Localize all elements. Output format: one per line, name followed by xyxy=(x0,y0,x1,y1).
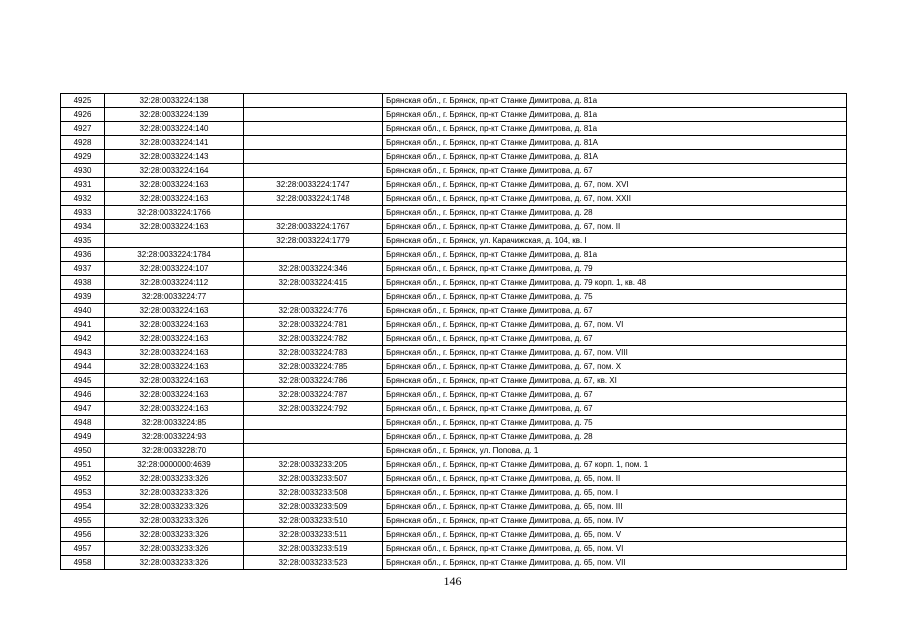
page-number: 146 xyxy=(443,574,462,588)
address-cell: Брянская обл., г. Брянск, ул. Карачижская, д. 104, кв. I xyxy=(383,234,847,248)
object-number-cell xyxy=(244,430,383,444)
row-number-cell: 4934 xyxy=(61,220,105,234)
object-number-cell: 32:28:0033224:787 xyxy=(244,388,383,402)
address-cell: Брянская обл., г. Брянск, пр-кт Станке Димитрова, д. 79 xyxy=(383,262,847,276)
table-row xyxy=(61,220,847,234)
row-number-cell: 4941 xyxy=(61,318,105,332)
address-cell: Брянская обл., г. Брянск, пр-кт Станке Димитрова, д. 81А xyxy=(383,150,847,164)
table-row xyxy=(61,192,847,206)
cadastral-number-cell: 32:28:0033224:163 xyxy=(105,360,244,374)
address-cell: Брянская обл., г. Брянск, пр-кт Станке Димитрова, д. 65, пом. VII xyxy=(383,556,847,570)
cadastral-number-cell: 32:28:0033224:1766 xyxy=(105,206,244,220)
address-cell: Брянская обл., г. Брянск, пр-кт Станке Димитрова, д. 67 xyxy=(383,402,847,416)
cadastral-number-cell: 32:28:0033224:85 xyxy=(105,416,244,430)
cadastral-number-cell xyxy=(105,234,244,248)
address-cell: Брянская обл., г. Брянск, пр-кт Станке Димитрова, д. 67, пом. VIII xyxy=(383,346,847,360)
cadastral-number-cell: 32:28:0033233:326 xyxy=(105,528,244,542)
row-number-cell: 4928 xyxy=(61,136,105,150)
object-number-cell: 32:28:0033233:508 xyxy=(244,486,383,500)
row-number-cell: 4954 xyxy=(61,500,105,514)
cadastral-number-cell: 32:28:0033224:77 xyxy=(105,290,244,304)
table-row xyxy=(61,276,847,290)
address-cell: Брянская обл., г. Брянск, пр-кт Станке Димитрова, д. 81А xyxy=(383,136,847,150)
row-number-cell: 4944 xyxy=(61,360,105,374)
address-cell: Брянская обл., г. Брянск, пр-кт Станке Димитрова, д. 67 xyxy=(383,388,847,402)
table-row xyxy=(61,318,847,332)
table-row xyxy=(61,416,847,430)
object-number-cell: 32:28:0033233:523 xyxy=(244,556,383,570)
table-row xyxy=(61,122,847,136)
table-row xyxy=(61,332,847,346)
address-cell: Брянская обл., г. Брянск, пр-кт Станке Димитрова, д. 81а xyxy=(383,122,847,136)
table-row xyxy=(61,150,847,164)
address-cell: Брянская обл., г. Брянск, пр-кт Станке Димитрова, д. 65, пом. I xyxy=(383,486,847,500)
table-row xyxy=(61,108,847,122)
row-number-cell: 4948 xyxy=(61,416,105,430)
cadastral-number-cell: 32:28:0033224:139 xyxy=(105,108,244,122)
table-row xyxy=(61,164,847,178)
table-row xyxy=(61,346,847,360)
cadastral-number-cell: 32:28:0033224:141 xyxy=(105,136,244,150)
object-number-cell: 32:28:0033224:1747 xyxy=(244,178,383,192)
object-number-cell: 32:28:0033224:783 xyxy=(244,346,383,360)
object-number-cell: 32:28:0033224:1748 xyxy=(244,192,383,206)
cadastral-number-cell: 32:28:0000000:4639 xyxy=(105,458,244,472)
table-row xyxy=(61,304,847,318)
row-number-cell: 4956 xyxy=(61,528,105,542)
table-row xyxy=(61,248,847,262)
address-cell: Брянская обл., г. Брянск, пр-кт Станке Димитрова, д. 81а xyxy=(383,248,847,262)
table-row xyxy=(61,472,847,486)
cadastral-number-cell: 32:28:0033233:326 xyxy=(105,514,244,528)
table-row xyxy=(61,402,847,416)
object-number-cell: 32:28:0033224:1779 xyxy=(244,234,383,248)
address-cell: Брянская обл., г. Брянск, пр-кт Станке Димитрова, д. 81а xyxy=(383,108,847,122)
cadastral-number-cell: 32:28:0033224:112 xyxy=(105,276,244,290)
address-cell: Брянская обл., г. Брянск, пр-кт Станке Димитрова, д. 67, пом. VI xyxy=(383,318,847,332)
table-row xyxy=(61,360,847,374)
table-row xyxy=(61,542,847,556)
table-row xyxy=(61,444,847,458)
row-number-cell: 4939 xyxy=(61,290,105,304)
row-number-cell: 4946 xyxy=(61,388,105,402)
object-number-cell xyxy=(244,122,383,136)
row-number-cell: 4957 xyxy=(61,542,105,556)
cadastral-number-cell: 32:28:0033224:163 xyxy=(105,374,244,388)
row-number-cell: 4942 xyxy=(61,332,105,346)
row-number-cell: 4925 xyxy=(61,94,105,108)
object-number-cell: 32:28:0033224:1767 xyxy=(244,220,383,234)
row-number-cell: 4953 xyxy=(61,486,105,500)
object-number-cell: 32:28:0033224:782 xyxy=(244,332,383,346)
table-row xyxy=(61,500,847,514)
object-number-cell: 32:28:0033233:510 xyxy=(244,514,383,528)
address-cell: Брянская обл., г. Брянск, пр-кт Станке Димитрова, д. 67, пом. XXII xyxy=(383,192,847,206)
registry-table xyxy=(60,93,847,570)
cadastral-number-cell: 32:28:0033224:143 xyxy=(105,150,244,164)
address-cell: Брянская обл., г. Брянск, пр-кт Станке Димитрова, д. 67 корп. 1, пом. 1 xyxy=(383,458,847,472)
row-number-cell: 4933 xyxy=(61,206,105,220)
object-number-cell: 32:28:0033224:785 xyxy=(244,360,383,374)
object-number-cell: 32:28:0033233:205 xyxy=(244,458,383,472)
object-number-cell: 32:28:0033224:776 xyxy=(244,304,383,318)
row-number-cell: 4932 xyxy=(61,192,105,206)
address-cell: Брянская обл., г. Брянск, пр-кт Станке Димитрова, д. 67 xyxy=(383,332,847,346)
table-row xyxy=(61,556,847,570)
row-number-cell: 4930 xyxy=(61,164,105,178)
object-number-cell xyxy=(244,206,383,220)
address-cell: Брянская обл., г. Брянск, пр-кт Станке Димитрова, д. 28 xyxy=(383,206,847,220)
address-cell: Брянская обл., г. Брянск, пр-кт Станке Димитрова, д. 67, пом. X xyxy=(383,360,847,374)
table-row xyxy=(61,206,847,220)
row-number-cell: 4938 xyxy=(61,276,105,290)
cadastral-number-cell: 32:28:0033224:138 xyxy=(105,94,244,108)
cadastral-number-cell: 32:28:0033228:70 xyxy=(105,444,244,458)
address-cell: Брянская обл., г. Брянск, пр-кт Станке Димитрова, д. 65, пом. III xyxy=(383,500,847,514)
table-row xyxy=(61,528,847,542)
row-number-cell: 4952 xyxy=(61,472,105,486)
cadastral-number-cell: 32:28:0033224:163 xyxy=(105,304,244,318)
object-number-cell xyxy=(244,94,383,108)
object-number-cell xyxy=(244,136,383,150)
row-number-cell: 4936 xyxy=(61,248,105,262)
table-row xyxy=(61,458,847,472)
address-cell: Брянская обл., г. Брянск, пр-кт Станке Димитрова, д. 67 xyxy=(383,304,847,318)
cadastral-number-cell: 32:28:0033233:326 xyxy=(105,556,244,570)
table-row xyxy=(61,486,847,500)
object-number-cell: 32:28:0033233:507 xyxy=(244,472,383,486)
object-number-cell xyxy=(244,290,383,304)
object-number-cell: 32:28:0033224:415 xyxy=(244,276,383,290)
object-number-cell: 32:28:0033224:792 xyxy=(244,402,383,416)
row-number-cell: 4927 xyxy=(61,122,105,136)
address-cell: Брянская обл., г. Брянск, пр-кт Станке Димитрова, д. 75 xyxy=(383,416,847,430)
cadastral-number-cell: 32:28:0033224:163 xyxy=(105,402,244,416)
cadastral-number-cell: 32:28:0033224:163 xyxy=(105,346,244,360)
object-number-cell: 32:28:0033224:781 xyxy=(244,318,383,332)
address-cell: Брянская обл., г. Брянск, пр-кт Станке Димитрова, д. 81а xyxy=(383,94,847,108)
object-number-cell: 32:28:0033224:346 xyxy=(244,262,383,276)
object-number-cell: 32:28:0033233:509 xyxy=(244,500,383,514)
table-row xyxy=(61,388,847,402)
cadastral-number-cell: 32:28:0033224:93 xyxy=(105,430,244,444)
registry-table-body xyxy=(61,94,847,570)
cadastral-number-cell: 32:28:0033233:326 xyxy=(105,542,244,556)
cadastral-number-cell: 32:28:0033233:326 xyxy=(105,486,244,500)
object-number-cell xyxy=(244,150,383,164)
cadastral-number-cell: 32:28:0033224:107 xyxy=(105,262,244,276)
cadastral-number-cell: 32:28:0033224:163 xyxy=(105,388,244,402)
address-cell: Брянская обл., г. Брянск, пр-кт Станке Димитрова, д. 65, пом. V xyxy=(383,528,847,542)
object-number-cell: 32:28:0033233:511 xyxy=(244,528,383,542)
row-number-cell: 4940 xyxy=(61,304,105,318)
row-number-cell: 4950 xyxy=(61,444,105,458)
table-row xyxy=(61,136,847,150)
address-cell: Брянская обл., г. Брянск, пр-кт Станке Димитрова, д. 67, кв. XI xyxy=(383,374,847,388)
cadastral-number-cell: 32:28:0033224:163 xyxy=(105,332,244,346)
cadastral-number-cell: 32:28:0033233:326 xyxy=(105,472,244,486)
object-number-cell: 32:28:0033224:786 xyxy=(244,374,383,388)
address-cell: Брянская обл., г. Брянск, пр-кт Станке Димитрова, д. 67, пом. XVI xyxy=(383,178,847,192)
table-row xyxy=(61,94,847,108)
address-cell: Брянская обл., г. Брянск, пр-кт Станке Димитрова, д. 28 xyxy=(383,430,847,444)
object-number-cell xyxy=(244,248,383,262)
object-number-cell xyxy=(244,416,383,430)
row-number-cell: 4951 xyxy=(61,458,105,472)
table-row xyxy=(61,262,847,276)
row-number-cell: 4937 xyxy=(61,262,105,276)
row-number-cell: 4949 xyxy=(61,430,105,444)
table-row xyxy=(61,514,847,528)
table-row xyxy=(61,290,847,304)
table-row xyxy=(61,430,847,444)
table-row xyxy=(61,234,847,248)
address-cell: Брянская обл., г. Брянск, пр-кт Станке Димитрова, д. 79 корп. 1, кв. 48 xyxy=(383,276,847,290)
cadastral-number-cell: 32:28:0033224:163 xyxy=(105,178,244,192)
cadastral-number-cell: 32:28:0033224:163 xyxy=(105,318,244,332)
cadastral-number-cell: 32:28:0033233:326 xyxy=(105,500,244,514)
address-cell: Брянская обл., г. Брянск, пр-кт Станке Димитрова, д. 75 xyxy=(383,290,847,304)
address-cell: Брянская обл., г. Брянск, пр-кт Станке Димитрова, д. 65, пом. IV xyxy=(383,514,847,528)
cadastral-number-cell: 32:28:0033224:164 xyxy=(105,164,244,178)
cadastral-number-cell: 32:28:0033224:140 xyxy=(105,122,244,136)
cadastral-number-cell: 32:28:0033224:163 xyxy=(105,220,244,234)
row-number-cell: 4947 xyxy=(61,402,105,416)
address-cell: Брянская обл., г. Брянск, пр-кт Станке Димитрова, д. 65, пом. II xyxy=(383,472,847,486)
cadastral-number-cell: 32:28:0033224:1784 xyxy=(105,248,244,262)
table-row xyxy=(61,178,847,192)
row-number-cell: 4955 xyxy=(61,514,105,528)
table-row xyxy=(61,374,847,388)
row-number-cell: 4931 xyxy=(61,178,105,192)
object-number-cell: 32:28:0033233:519 xyxy=(244,542,383,556)
object-number-cell xyxy=(244,108,383,122)
cadastral-number-cell: 32:28:0033224:163 xyxy=(105,192,244,206)
address-cell: Брянская обл., г. Брянск, пр-кт Станке Димитрова, д. 67 xyxy=(383,164,847,178)
row-number-cell: 4929 xyxy=(61,150,105,164)
row-number-cell: 4958 xyxy=(61,556,105,570)
row-number-cell: 4943 xyxy=(61,346,105,360)
address-cell: Брянская обл., г. Брянск, пр-кт Станке Димитрова, д. 65, пом. VI xyxy=(383,542,847,556)
address-cell: Брянская обл., г. Брянск, ул. Попова, д. 1 xyxy=(383,444,847,458)
row-number-cell: 4926 xyxy=(61,108,105,122)
object-number-cell xyxy=(244,164,383,178)
object-number-cell xyxy=(244,444,383,458)
address-cell: Брянская обл., г. Брянск, пр-кт Станке Димитрова, д. 67, пом. II xyxy=(383,220,847,234)
row-number-cell: 4945 xyxy=(61,374,105,388)
row-number-cell: 4935 xyxy=(61,234,105,248)
